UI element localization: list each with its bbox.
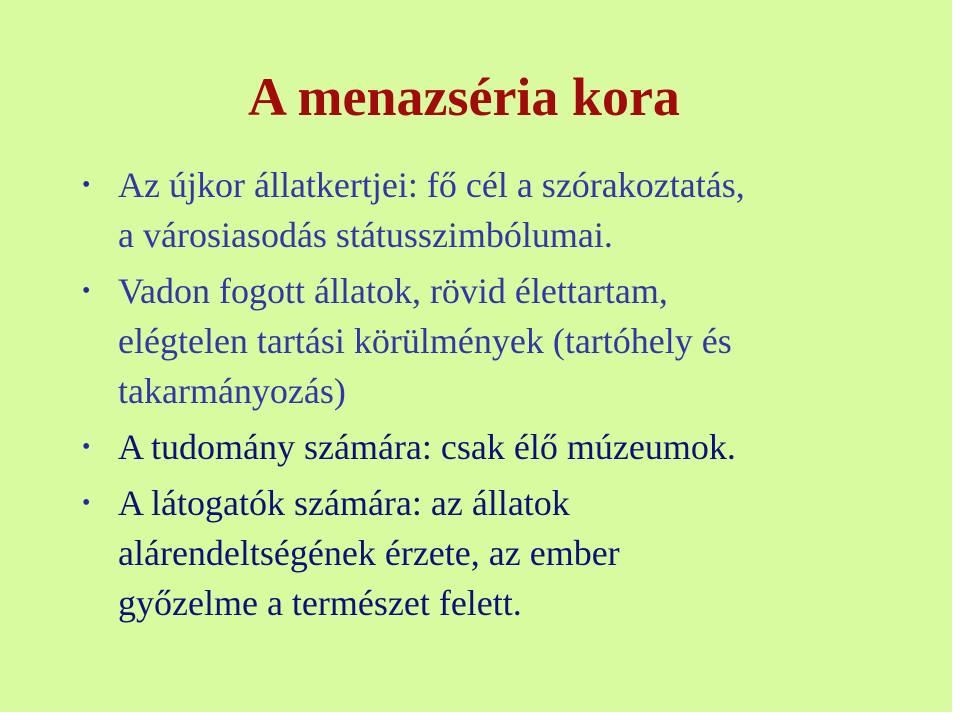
- bullet-dot-icon: •: [82, 434, 91, 460]
- bullet-item: [80, 422, 940, 472]
- bullet-line: Az újkor állatkertjei: fő cél a szórakoztatás,: [118, 165, 745, 205]
- bullet-line: a városiasodás státusszimbólumai.: [118, 215, 613, 255]
- slide-title: A menazséria kora: [248, 67, 680, 127]
- bullet-line: győzelme a természet felett.: [118, 583, 522, 623]
- bullet-dot-icon: •: [82, 490, 91, 516]
- bullet-line: takarmányozás): [118, 371, 346, 411]
- bullet-list: [80, 160, 940, 628]
- bullet-line: Vadon fogott állatok, rövid élettartam,: [118, 271, 668, 311]
- bullet-item: [80, 160, 940, 260]
- bullet-line: elégtelen tartási körülmények (tartóhely és: [118, 321, 732, 361]
- bullet-dot-icon: •: [82, 278, 91, 304]
- bullet-line: A tudomány számára: csak élő múzeumok.: [118, 427, 736, 467]
- bullet-dot-icon: •: [82, 172, 91, 198]
- bullet-item: [80, 478, 940, 628]
- bullet-item: [80, 266, 940, 416]
- bullet-line: A látogatók számára: az állatok: [118, 483, 570, 523]
- bullet-line: alárendeltségének érzete, az ember: [118, 533, 620, 573]
